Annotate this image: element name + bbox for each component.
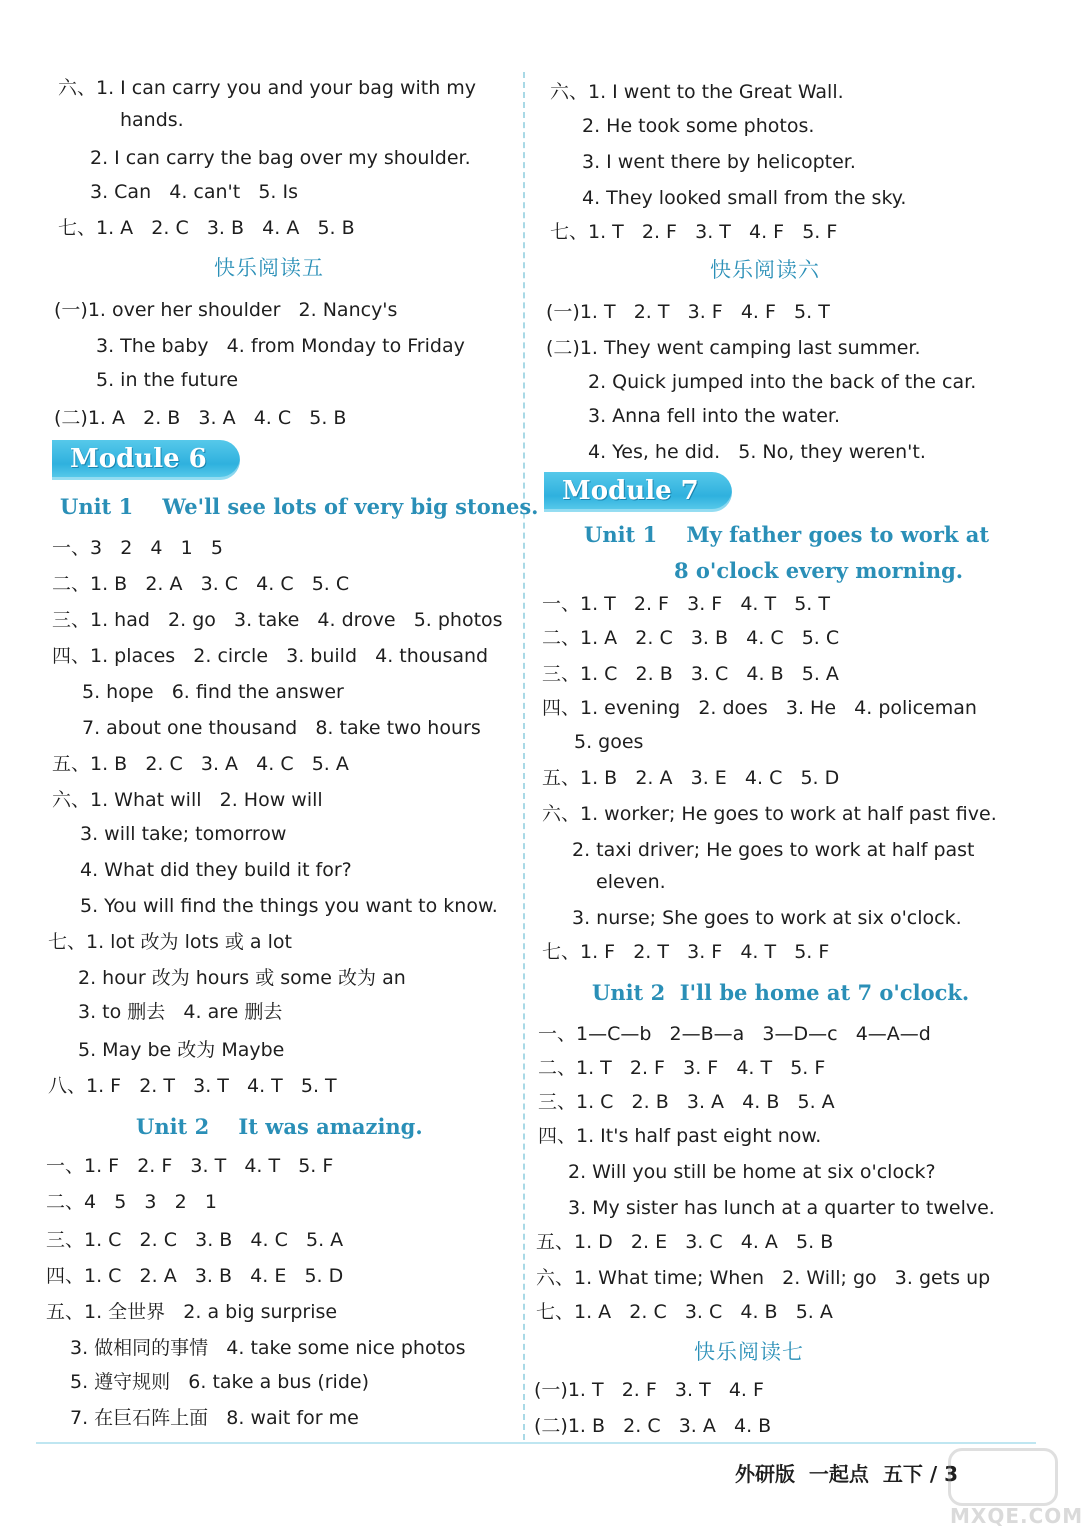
module-badge xyxy=(544,472,732,512)
unit-title: Unit 1 My father goes to work at xyxy=(584,522,990,547)
answer-line: 3. to 删去 4. are 删去 xyxy=(78,1001,283,1023)
answer-line: 二、1. T 2. F 3. F 4. T 5. F xyxy=(538,1057,826,1079)
answer-line: 五、1. B 2. C 3. A 4. C 5. A xyxy=(52,753,349,775)
answer-line: 7. about one thousand 8. take two hours xyxy=(82,717,481,739)
answer-line: 五、1. B 2. A 3. E 4. C 5. D xyxy=(542,767,840,789)
answer-line: 四、1. It's half past eight now. xyxy=(538,1125,822,1147)
answer-line: 一、1. F 2. F 3. T 4. T 5. F xyxy=(46,1155,334,1177)
answer-line: 3. 做相同的事情 4. take some nice photos xyxy=(70,1337,466,1359)
answer-line: 5. goes xyxy=(574,731,644,753)
answer-line: (一)1. over her shoulder 2. Nancy's xyxy=(54,299,398,321)
answer-line: 六、1. worker; He goes to work at half past five. xyxy=(542,803,997,825)
answer-line: eleven. xyxy=(596,871,666,893)
module-title: Module 6 xyxy=(70,444,207,474)
answer-line: 六、1. I went to the Great Wall. xyxy=(550,81,844,103)
answer-line: 5. hope 6. find the answer xyxy=(82,681,344,703)
answer-line: 5. You will find the things you want to know. xyxy=(80,895,498,917)
answer-line: (二)1. A 2. B 3. A 4. C 5. B xyxy=(54,407,347,429)
answer-line: 二、4 5 3 2 1 xyxy=(46,1191,217,1213)
answer-line: 2. hour 改为 hours 或 some 改为 an xyxy=(78,967,406,989)
answer-line: 三、1. C 2. B 3. A 4. B 5. A xyxy=(538,1091,835,1113)
footer-rule xyxy=(36,1442,1036,1444)
answer-line: 4. Yes, he did. 5. No, they weren't. xyxy=(588,441,926,463)
answer-line: (二)1. B 2. C 3. A 4. B xyxy=(534,1415,772,1437)
answer-line: 一、1—C—b 2—B—a 3—D—c 4—A—d xyxy=(538,1023,931,1045)
answer-line: 三、1. had 2. go 3. take 4. drove 5. photos xyxy=(52,609,503,631)
watermark-text: MXQE.COM xyxy=(950,1504,1083,1528)
answer-line: 4. What did they build it for? xyxy=(80,859,352,881)
unit-title: Unit 2 I'll be home at 7 o'clock. xyxy=(592,980,970,1005)
answer-line: 5. May be 改为 Maybe xyxy=(78,1039,285,1061)
answer-line: 四、1. evening 2. does 3. He 4. policeman xyxy=(542,697,977,719)
watermark-logo-icon xyxy=(948,1448,1058,1506)
answer-line: 2. Quick jumped into the back of the car. xyxy=(588,371,977,393)
answer-line: 3. Anna fell into the water. xyxy=(588,405,840,427)
answer-line: 七、1. T 2. F 3. T 4. F 5. F xyxy=(550,221,838,243)
module-title: Module 7 xyxy=(562,476,699,506)
column-divider xyxy=(523,72,525,1440)
answer-line: 3. My sister has lunch at a quarter to twelve. xyxy=(568,1197,995,1219)
answer-line: 五、1. 全世界 2. a big surprise xyxy=(46,1301,338,1323)
answer-line: 七、1. lot 改为 lots 或 a lot xyxy=(48,931,292,953)
answer-line: 三、1. C 2. B 3. C 4. B 5. A xyxy=(542,663,839,685)
reading-section-title: 快乐阅读五 xyxy=(214,256,324,280)
answer-line: 七、1. F 2. T 3. F 4. T 5. F xyxy=(542,941,830,963)
reading-section-title: 快乐阅读七 xyxy=(694,1340,804,1364)
answer-line: 六、1. What will 2. How will xyxy=(52,789,323,811)
site-watermark xyxy=(948,1448,1083,1530)
answer-line: 八、1. F 2. T 3. T 4. T 5. T xyxy=(48,1075,337,1097)
answer-line: 3. I went there by helicopter. xyxy=(582,151,856,173)
answer-line: 三、1. C 2. C 3. B 4. C 5. A xyxy=(46,1229,344,1251)
answer-line: 3. nurse; She goes to work at six o'clock. xyxy=(572,907,962,929)
answer-line: 二、1. B 2. A 3. C 4. C 5. C xyxy=(52,573,350,595)
answer-line: 2. He took some photos. xyxy=(582,115,815,137)
answer-line: 五、1. D 2. E 3. C 4. A 5. B xyxy=(536,1231,834,1253)
answer-line: 六、1. What time; When 2. Will; go 3. gets up xyxy=(536,1267,991,1289)
answer-line: 2. taxi driver; He goes to work at half past xyxy=(572,839,975,861)
answer-line: 2. I can carry the bag over my shoulder. xyxy=(90,147,471,169)
reading-section-title: 快乐阅读六 xyxy=(710,258,820,282)
answer-line: 2. Will you still be home at six o'clock? xyxy=(568,1161,936,1183)
answer-line: 四、1. places 2. circle 3. build 4. thousand xyxy=(52,645,489,667)
answer-line: (二)1. They went camping last summer. xyxy=(546,337,921,359)
answer-line: 3. The baby 4. from Monday to Friday xyxy=(96,335,465,357)
answer-line: (一)1. T 2. T 3. F 4. F 5. T xyxy=(546,301,830,323)
answer-line: 七、1. A 2. C 3. C 4. B 5. A xyxy=(536,1301,833,1323)
footer-label: 外研版 一起点 五下 / 3 xyxy=(735,1462,958,1486)
module-badge xyxy=(52,440,240,480)
answer-line: 5. 遵守规则 6. take a bus (ride) xyxy=(70,1371,369,1393)
answer-line: hands. xyxy=(120,109,184,131)
answer-line: 3. will take; tomorrow xyxy=(80,823,287,845)
unit-title: Unit 1 We'll see lots of very big stones. xyxy=(60,494,539,519)
answer-line: 六、1. I can carry you and your bag with my xyxy=(58,77,477,99)
answer-line: 一、1. T 2. F 3. F 4. T 5. T xyxy=(542,593,830,615)
answer-line: 四、1. C 2. A 3. B 4. E 5. D xyxy=(46,1265,344,1287)
answer-line: (一)1. T 2. F 3. T 4. F xyxy=(534,1379,764,1401)
answer-line: 4. They looked small from the sky. xyxy=(582,187,907,209)
answer-line: 5. in the future xyxy=(96,369,239,391)
answer-line: 七、1. A 2. C 3. B 4. A 5. B xyxy=(58,217,355,239)
answer-line: 一、3 2 4 1 5 xyxy=(52,537,223,559)
answer-line: 二、1. A 2. C 3. B 4. C 5. C xyxy=(542,627,840,649)
unit-title: Unit 2 It was amazing. xyxy=(136,1114,423,1139)
unit-title-continued: 8 o'clock every morning. xyxy=(674,558,964,583)
answer-line: 3. Can 4. can't 5. Is xyxy=(90,181,298,203)
answer-line: 7. 在巨石阵上面 8. wait for me xyxy=(70,1407,359,1429)
